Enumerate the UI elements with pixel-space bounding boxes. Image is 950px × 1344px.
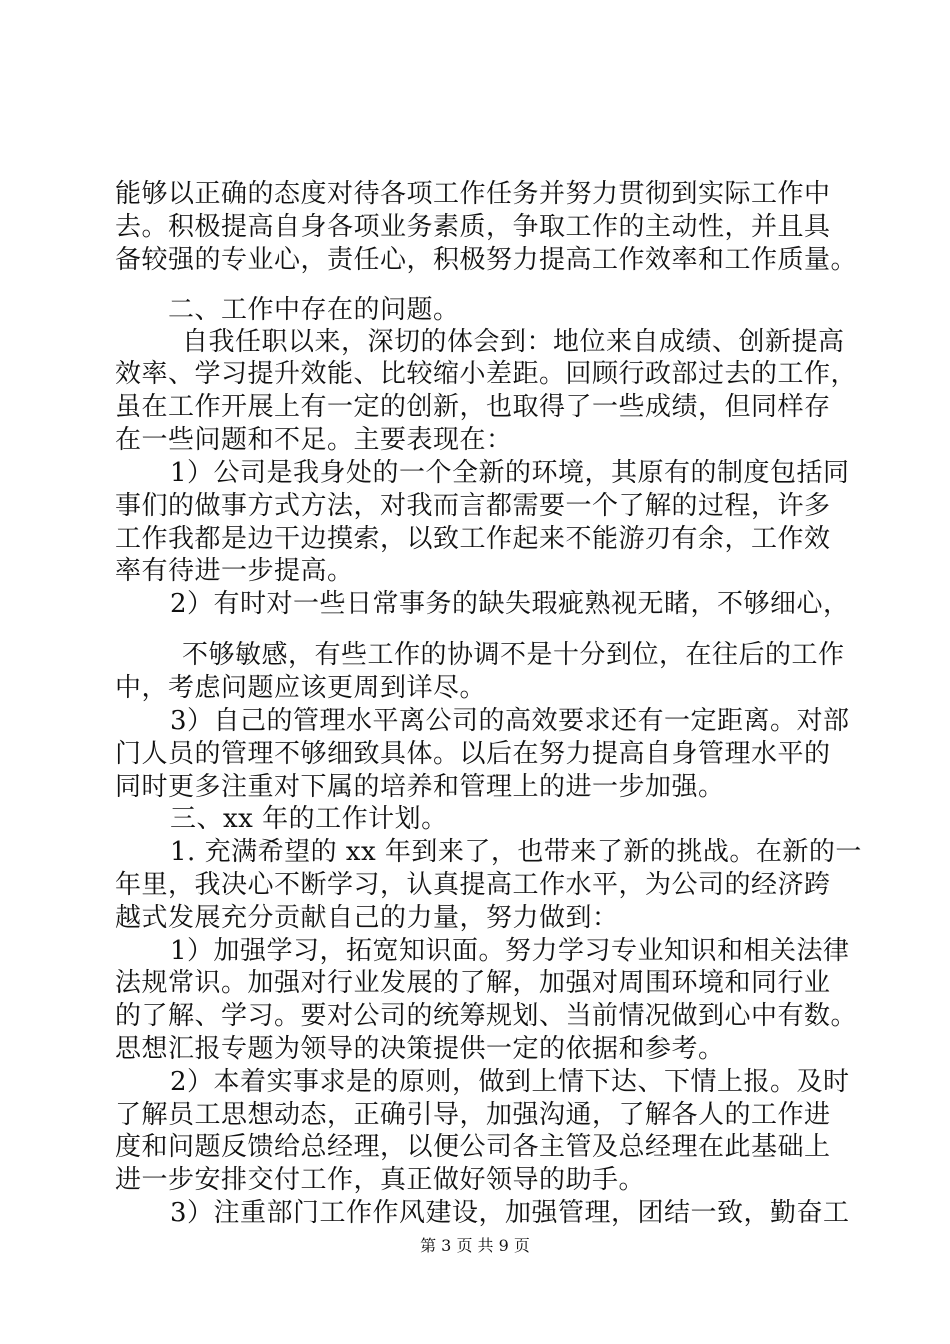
body-line: 虽在工作开展上有一定的创新，也取得了一些成绩，但同样存 (115, 392, 831, 422)
body-line: 率有待进一步提高。 (115, 556, 354, 586)
body-line: 的了解、学习。要对公司的统筹规划、当前情况做到心中有数。 (115, 1001, 858, 1031)
body-line: 中，考虑问题应该更周到详尽。 (115, 673, 487, 703)
body-line: 事们的做事方式方法，对我而言都需要一个了解的过程，许多 (115, 491, 831, 521)
body-line: 能够以正确的态度对待各项工作任务并努力贯彻到实际工作中 (115, 179, 831, 209)
body-line: 思想汇报专题为领导的决策提供一定的依据和参考。 (115, 1034, 725, 1064)
body-line: 1）公司是我身处的一个全新的环境，其原有的制度包括同 (170, 458, 850, 488)
body-line: 自我任职以来，深切的体会到：地位来自成绩、创新提高 (182, 327, 845, 357)
body-line: 3）注重部门工作作风建设，加强管理，团结一致，勤奋工 (170, 1198, 850, 1228)
body-line: 进一步安排交付工作，真正做好领导的助手。 (115, 1165, 646, 1195)
section-heading: 二、工作中存在的问题。 (168, 295, 460, 325)
body-line: 在一些问题和不足。主要表现在： (115, 425, 513, 455)
body-line: 不够敏感，有些工作的协调不是十分到位，在往后的工作 (182, 640, 845, 670)
body-line: 法规常识。加强对行业发展的了解，加强对周围环境和同行业 (115, 968, 831, 998)
body-line: 门人员的管理不够细致具体。以后在努力提高自身管理水平的 (115, 739, 831, 769)
body-line: 同时更多注重对下属的培养和管理上的进一步加强。 (115, 772, 725, 802)
body-line: 年里，我决心不断学习，认真提高工作水平，为公司的经济跨 (115, 870, 831, 900)
body-line: 效率、学习提升效能、比较缩小差距。回顾行政部过去的工作， (115, 359, 858, 389)
section-heading: 三、xx 年的工作计划。 (170, 804, 448, 834)
body-line: 1. 充满希望的 xx 年到来了，也带来了新的挑战。在新的一 (170, 837, 862, 867)
page-footer (0, 1236, 950, 1256)
page-number-label: 第 3 页 共 9 页 (420, 1236, 530, 1255)
body-line: 2）有时对一些日常事务的缺失瑕疵熟视无睹，不够细心， (170, 589, 850, 619)
body-line: 1）加强学习，拓宽知识面。努力学习专业知识和相关法律 (170, 936, 850, 966)
body-line: 备较强的专业心，责任心，积极努力提高工作效率和工作质量。 (115, 245, 858, 275)
body-line: 去。积极提高自身各项业务素质，争取工作的主动性，并且具 (115, 212, 831, 242)
body-line: 工作我都是边干边摸索，以致工作起来不能游刃有余，工作效 (115, 524, 831, 554)
body-line: 了解员工思想动态，正确引导，加强沟通，了解各人的工作进 (115, 1100, 831, 1130)
body-line: 度和问题反馈给总经理，以便公司各主管及总经理在此基础上 (115, 1132, 831, 1162)
body-line: 2）本着实事求是的原则，做到上情下达、下情上报。及时 (170, 1067, 850, 1097)
body-line: 3）自己的管理水平离公司的高效要求还有一定距离。对部 (170, 706, 850, 736)
body-line: 越式发展充分贡献自己的力量，努力做到： (115, 903, 619, 933)
